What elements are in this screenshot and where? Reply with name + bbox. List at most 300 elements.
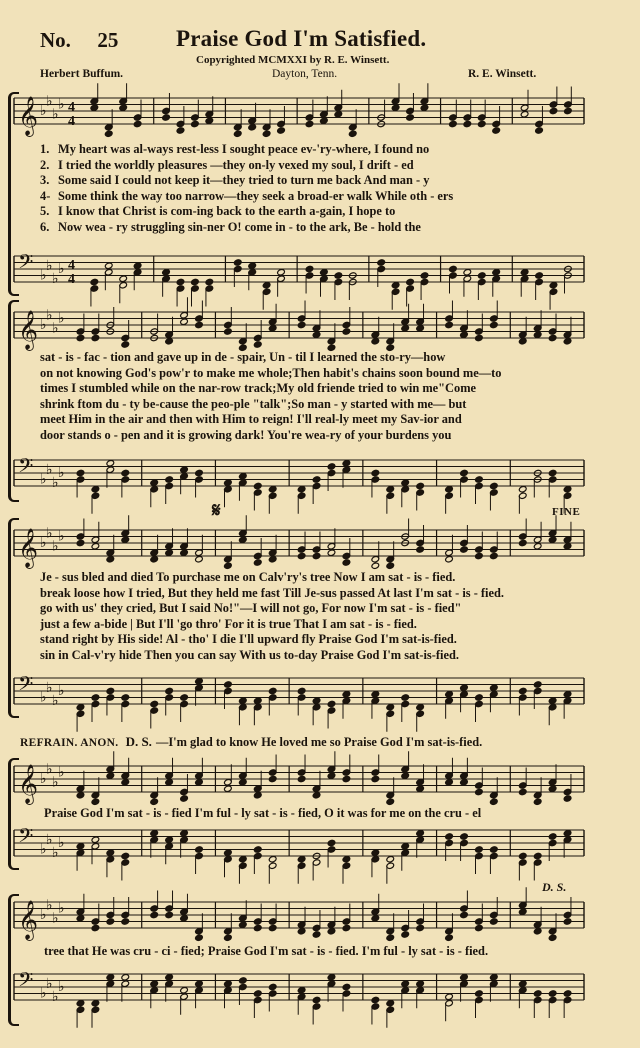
flat-icon: ♭ — [40, 841, 47, 858]
verse-text: My heart was al-ways rest-less I sought peace ev-'ry-where, I found no — [58, 142, 430, 156]
note-head — [297, 987, 306, 994]
verse-line: break loose how I tried, But they held me fast Till Je-sus passed At last I'm sat - is - fied. — [40, 585, 504, 600]
note-head — [371, 562, 380, 569]
note-head — [150, 911, 159, 918]
flat-icon: ♭ — [46, 93, 53, 110]
verse-line: shrink ftom du - ty be-cause the peo-ple "talk";So man - y started with me— but — [40, 396, 467, 411]
note-head — [533, 928, 542, 935]
time-signature-bottom: 4 — [68, 272, 75, 287]
note-head — [320, 269, 329, 276]
note-head — [76, 792, 85, 799]
note-head — [334, 111, 343, 118]
flat-icon: ♭ — [58, 835, 65, 851]
note-head — [180, 694, 189, 701]
note-head — [180, 987, 189, 994]
bass-clef-icon: 𝄢 — [18, 672, 34, 700]
note-head — [224, 562, 233, 569]
note-head — [268, 983, 277, 990]
flat-icon: ♭ — [46, 679, 53, 696]
flat-icon: ♭ — [58, 528, 65, 545]
note-head — [463, 269, 472, 276]
hymn-title: Praise God I'm Satisfied. — [176, 26, 427, 51]
verse-number: 2. — [40, 157, 50, 172]
note-head — [305, 265, 314, 272]
verse-text: I know that Christ is com-ing back to the earth a-gain, I hope to — [58, 204, 396, 219]
note-head — [268, 775, 277, 782]
flat-icon: ♭ — [52, 320, 59, 337]
note-head — [268, 924, 277, 931]
note-head — [563, 990, 572, 997]
refrain-ds: D. S. — [125, 734, 152, 749]
note-head — [165, 911, 174, 918]
verse-number: 1. — [40, 142, 50, 156]
note-head — [475, 334, 484, 341]
note-head — [377, 259, 386, 266]
verse-number: 4- — [40, 188, 51, 203]
note-head — [563, 691, 572, 698]
refrain-line — [20, 734, 482, 750]
note-head — [520, 111, 529, 118]
note-head — [297, 928, 306, 935]
lyricist: Herbert Buffum. — [40, 68, 124, 80]
flat-icon: ♭ — [58, 310, 65, 327]
flat-icon: ♭ — [46, 307, 53, 324]
note-head — [150, 798, 159, 805]
number-value: 25 — [97, 28, 119, 52]
note-head — [224, 849, 233, 856]
note-head — [475, 990, 484, 997]
note-head — [548, 833, 557, 840]
verse-line: on not knowing God's pow'r to make me whole;Then habit's chains soon bound me—to — [40, 365, 502, 380]
verse-line — [40, 204, 580, 220]
note-head — [312, 331, 321, 338]
note-head — [312, 697, 321, 704]
verse-line — [40, 158, 580, 174]
note-head — [460, 331, 469, 338]
note-head — [327, 463, 336, 470]
note-head — [91, 694, 100, 701]
treble-staff — [0, 758, 640, 802]
note-head — [195, 980, 204, 987]
note-head — [224, 980, 233, 987]
verse-line: meet Him in the air and then with Him to reign! I'll real-ly meet my Sav-ior and — [40, 412, 462, 427]
note-head — [371, 915, 380, 922]
note-head — [327, 549, 336, 556]
note-head — [460, 911, 469, 918]
note-head — [327, 928, 336, 935]
note-head — [248, 124, 257, 131]
note-head — [76, 915, 85, 922]
note-head — [475, 476, 484, 483]
note-head — [492, 269, 501, 276]
note-head — [371, 775, 380, 782]
verse-line: times I stumbled while on the nar-row track;My old friende tried to win me"Come — [40, 381, 477, 396]
note-head — [121, 469, 130, 476]
flat-icon: ♭ — [46, 257, 53, 274]
note-head — [262, 130, 271, 137]
note-head — [342, 856, 351, 863]
note-head — [106, 687, 115, 694]
flat-icon: ♭ — [40, 103, 47, 119]
note-head — [533, 852, 542, 859]
flat-icon: ♭ — [46, 525, 53, 542]
note-head — [533, 990, 542, 997]
note-head — [106, 772, 115, 779]
note-head — [348, 130, 357, 137]
note-head — [548, 334, 557, 341]
note-head — [176, 127, 185, 134]
note-head — [371, 996, 380, 1003]
note-head — [90, 104, 99, 111]
note-head — [445, 934, 454, 941]
note-head — [401, 325, 410, 332]
note-head — [327, 839, 336, 846]
verse-number: 5. — [40, 204, 50, 219]
note-head — [91, 486, 100, 493]
note-head — [445, 993, 454, 1000]
note-head — [342, 775, 351, 782]
note-head — [460, 469, 469, 476]
note-head — [391, 104, 400, 111]
note-head — [342, 983, 351, 990]
note-head — [490, 918, 499, 925]
verse-number: 3. — [40, 173, 50, 188]
note-head — [253, 990, 262, 997]
note-head — [239, 697, 248, 704]
copyright-line: Copyrighted MCMXXI by R. E. Winsett. — [196, 54, 390, 66]
time-signature-top: 4 — [68, 258, 75, 273]
flat-icon: ♭ — [46, 975, 53, 992]
note-head — [133, 262, 142, 269]
note-head — [162, 269, 171, 276]
note-head — [119, 104, 128, 111]
note-head — [386, 856, 395, 863]
note-head — [548, 469, 557, 476]
note-head — [104, 130, 113, 137]
treble-staff — [0, 894, 640, 938]
verse-line: sin in Cal-v'ry hide Then you can say With us to-day Praise God I'm sat-is-fied. — [40, 647, 459, 662]
bass-staff — [0, 248, 640, 292]
note-head — [371, 691, 380, 698]
note-head — [76, 469, 85, 476]
verse-text: Some think the way too narrow—they seek a broad-er walk While oth - ers — [58, 188, 454, 203]
note-head — [277, 269, 286, 276]
note-head — [305, 120, 314, 127]
note-head — [91, 836, 100, 843]
verse-line: sat - is - fac - tion and gave up in de - spair, Un - til I learned the sto-ry—how — [40, 350, 446, 364]
note-head — [165, 779, 174, 786]
note-head — [371, 469, 380, 476]
note-head — [239, 977, 248, 984]
note-head — [91, 924, 100, 931]
note-head — [563, 338, 572, 345]
verse-line — [40, 173, 580, 189]
note-head — [334, 272, 343, 279]
note-head — [327, 974, 336, 981]
note-head — [312, 996, 321, 1003]
ds-marker: D. S. — [542, 880, 567, 894]
place: Dayton, Tenn. — [272, 68, 338, 80]
note-head — [416, 924, 425, 931]
note-head — [520, 269, 529, 276]
note-head — [312, 792, 321, 799]
number-label: No. — [40, 28, 71, 52]
note-head — [76, 843, 85, 850]
note-head — [535, 272, 544, 279]
note-head — [253, 697, 262, 704]
note-head — [401, 479, 410, 486]
note-head — [239, 779, 248, 786]
flat-icon: ♭ — [52, 844, 59, 861]
note-head — [253, 559, 262, 566]
flat-icon: ♭ — [46, 897, 53, 914]
bass-clef-icon: 𝄢 — [18, 824, 34, 852]
refrain-text: —I'm glad to know He loved me so Praise God I'm sat-is-fied. — [155, 735, 483, 749]
note-head — [106, 974, 115, 981]
treble-clef-icon: 𝄞 — [18, 900, 39, 940]
note-head — [371, 849, 380, 856]
note-head — [475, 788, 484, 795]
fine-marker: FINE — [552, 506, 581, 518]
note-head — [106, 849, 115, 856]
note-head — [460, 546, 469, 553]
note-head — [195, 779, 204, 786]
flat-icon: ♭ — [52, 270, 59, 287]
note-head — [176, 278, 185, 285]
treble-clef-icon: 𝄞 — [18, 310, 39, 350]
note-head — [416, 546, 425, 553]
note-head — [391, 282, 400, 289]
note-head — [533, 331, 542, 338]
note-head — [121, 536, 130, 543]
note-head — [253, 482, 262, 489]
verse-text: I tried the worldly pleasures —they on-ly vexed my soul, I drift - ed — [58, 157, 414, 172]
note-head — [91, 334, 100, 341]
note-head — [460, 833, 469, 840]
verse-line — [40, 220, 580, 236]
flat-icon: ♭ — [52, 910, 59, 927]
note-head — [91, 798, 100, 805]
note-head — [268, 486, 277, 493]
note-head — [342, 460, 351, 467]
flat-icon: ♭ — [58, 683, 65, 699]
note-head — [548, 536, 557, 543]
time-signature-bottom: 4 — [68, 114, 75, 129]
note-head — [342, 328, 351, 335]
note-head — [460, 684, 469, 691]
note-head — [312, 931, 321, 938]
note-head — [420, 272, 429, 279]
note-head — [106, 460, 115, 467]
verse-line: door stands o - pen and it is growing dark! You're wea-ry of your burdens you — [40, 427, 452, 442]
note-head — [518, 539, 527, 546]
note-head — [445, 556, 454, 563]
verse-lyrics-1 — [40, 142, 580, 236]
note-head — [224, 681, 233, 688]
note-head — [492, 127, 501, 134]
note-head — [342, 559, 351, 566]
note-head — [475, 694, 484, 701]
note-head — [533, 798, 542, 805]
note-head — [91, 543, 100, 550]
note-head — [150, 830, 159, 837]
bass-staff — [0, 822, 640, 866]
note-head — [312, 552, 321, 559]
verse-line: Je - sus bled and died To purchase me on Calv'ry's tree Now I am sat - is - fied. — [40, 570, 456, 584]
flat-icon: ♭ — [58, 261, 65, 277]
flat-icon: ♭ — [52, 774, 59, 791]
note-head — [277, 127, 286, 134]
hymn-number — [40, 28, 118, 53]
note-head — [233, 130, 242, 137]
treble-staff — [0, 90, 640, 134]
note-head — [416, 785, 425, 792]
note-head — [253, 792, 262, 799]
note-head — [90, 278, 99, 285]
note-head — [420, 104, 429, 111]
note-head — [180, 915, 189, 922]
note-head — [401, 772, 410, 779]
note-head — [233, 259, 242, 266]
note-head — [121, 694, 130, 701]
note-head — [165, 836, 174, 843]
note-head — [518, 687, 527, 694]
note-head — [195, 846, 204, 853]
note-head — [195, 556, 204, 563]
note-head — [195, 469, 204, 476]
note-head — [564, 107, 573, 114]
note-head — [460, 779, 469, 786]
note-head — [327, 700, 336, 707]
note-head — [104, 262, 113, 269]
bass-staff — [0, 966, 640, 1010]
note-head — [133, 120, 142, 127]
note-head — [150, 556, 159, 563]
flat-icon: ♭ — [58, 900, 65, 917]
flat-icon: ♭ — [52, 692, 59, 709]
note-head — [91, 1000, 100, 1007]
flat-icon: ♭ — [58, 979, 65, 995]
refrain-lyrics-1: Praise God I'm sat - is - fied I'm ful - ly sat - is - fied, O it was for me on the cru - el — [44, 806, 482, 820]
note-head — [477, 272, 486, 279]
note-head — [386, 562, 395, 569]
note-head — [297, 687, 306, 694]
note-head — [239, 856, 248, 863]
note-head — [563, 795, 572, 802]
note-head — [297, 552, 306, 559]
note-head — [239, 473, 248, 480]
note-head — [150, 980, 159, 987]
note-head — [386, 798, 395, 805]
flat-icon: ♭ — [40, 267, 47, 284]
verse-line: go with us' they cried, But I said No!"—I will not go, For now I'm sat - is - fied" — [40, 601, 462, 616]
note-head — [416, 325, 425, 332]
flat-icon: ♭ — [40, 771, 47, 787]
flat-icon: ♭ — [58, 764, 65, 781]
flat-icon: ♭ — [58, 96, 65, 113]
note-head — [224, 479, 233, 486]
flat-icon: ♭ — [40, 689, 47, 706]
note-head — [268, 556, 277, 563]
flat-icon: ♭ — [52, 538, 59, 555]
note-head — [563, 918, 572, 925]
bass-staff — [0, 670, 640, 714]
note-head — [150, 479, 159, 486]
note-head — [165, 476, 174, 483]
note-head — [106, 918, 115, 925]
note-head — [121, 918, 130, 925]
verse-line — [40, 189, 580, 205]
verse-lyrics-3 — [40, 570, 580, 664]
verse-line: just a few a-bide | But I'll 'go thro' For it is true That I am sat - is - fied. — [40, 616, 417, 631]
note-head — [533, 681, 542, 688]
note-head — [477, 120, 486, 127]
note-head — [253, 924, 262, 931]
time-signature-top: 4 — [68, 100, 75, 115]
note-head — [416, 980, 425, 987]
note-head — [195, 678, 204, 685]
note-head — [180, 318, 189, 325]
note-head — [76, 704, 85, 711]
note-head — [475, 846, 484, 853]
note-head — [262, 282, 271, 289]
flat-icon: ♭ — [52, 988, 59, 1005]
note-head — [549, 107, 558, 114]
note-head — [445, 691, 454, 698]
note-head — [406, 278, 415, 285]
note-head — [449, 265, 458, 272]
note-head — [150, 700, 159, 707]
note-head — [119, 275, 128, 282]
note-head — [490, 846, 499, 853]
flat-icon: ♭ — [46, 461, 53, 478]
note-head — [205, 278, 214, 285]
note-head — [297, 775, 306, 782]
verse-line: stand right by His side! Al - tho' I die I'll upward fly Praise God I'm sat-is-fied. — [40, 632, 457, 647]
note-head — [224, 328, 233, 335]
note-head — [445, 486, 454, 493]
bass-clef-icon: 𝄢 — [18, 968, 34, 996]
note-head — [445, 833, 454, 840]
note-head — [549, 282, 558, 289]
note-head — [401, 843, 410, 850]
note-head — [248, 262, 257, 269]
bass-clef-icon: 𝄢 — [18, 250, 34, 278]
note-head — [180, 466, 189, 473]
note-head — [548, 934, 557, 941]
note-head — [401, 980, 410, 987]
note-head — [490, 552, 499, 559]
note-head — [180, 795, 189, 802]
note-head — [268, 325, 277, 332]
note-head — [327, 772, 336, 779]
note-head — [239, 536, 248, 543]
note-head — [386, 704, 395, 711]
note-head — [416, 830, 425, 837]
note-head — [563, 486, 572, 493]
note-head — [490, 321, 499, 328]
flat-icon: ♭ — [40, 317, 47, 333]
note-head — [297, 486, 306, 493]
note-head — [449, 120, 458, 127]
note-head — [445, 321, 454, 328]
note-head — [165, 687, 174, 694]
note-head — [121, 852, 130, 859]
flat-icon: ♭ — [40, 471, 47, 488]
treble-staff — [0, 304, 640, 348]
note-head — [518, 338, 527, 345]
note-head — [106, 556, 115, 563]
